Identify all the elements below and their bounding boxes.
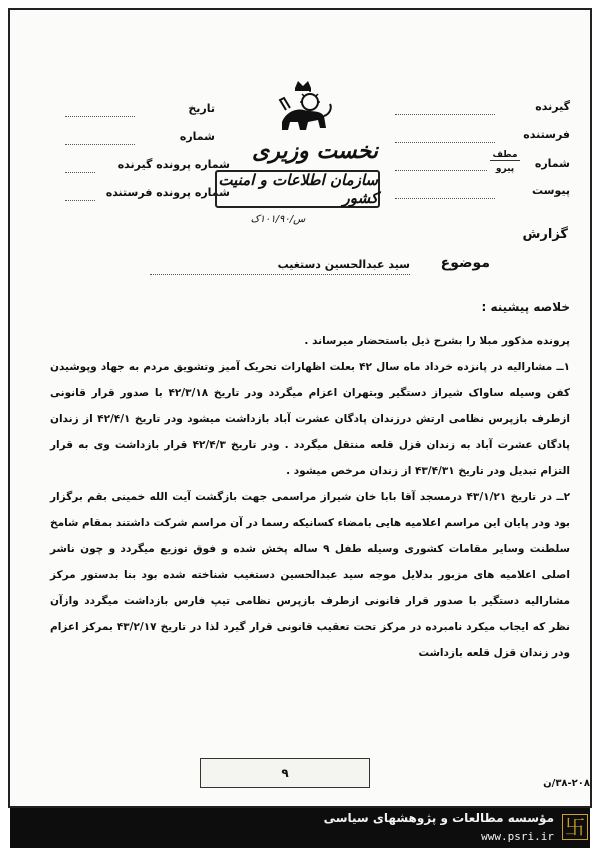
number-label: شماره bbox=[534, 157, 570, 170]
left-number-label: شماره bbox=[179, 130, 215, 143]
sender-label: فرستنده bbox=[523, 128, 570, 141]
organization-stamp: سازمان اطلاعات و امنیت کشور bbox=[215, 170, 380, 208]
institute-footer bbox=[10, 808, 590, 848]
body-paragraph-2: ۲ــ در تاریخ ۴۳/۱/۲۱ درمسجد آقا بابا خان شیراز مراسمی جهت بازگشت آیت الله خمینی بقم برگزار بود ودر پایان این مراسم اعلامیه هایی بامضاء کسانیکه رسما در آن مراسم شرکت داشتند بمقام شامخ سلطنت وسایر مقامات کشوری وسیله طفل ۹ ساله پخش شده و فوق توزیع میگردد و چون ناشر اصلی اعلامیه های مزبور بدلایل موجه سید عبدالحسین دستغیب شناخته شده بود بنا بدستور مرکز مشارالیه دستگیر با صدور قرار قانونی ازطرف بازپرس نظامی تیپ فارس بازداشت میگردد وازآن نظر که ایجاب میکرد نامبرده در مرکز تحت تعقیب قانونی قرار گیرد لذا در تاریخ ۴۳/۲/۱۷ بمرکز اعزام ودر زندان قزل قلعه بازداشت bbox=[50, 491, 571, 659]
date-line bbox=[65, 116, 135, 117]
sender-line bbox=[395, 142, 495, 143]
body-paragraph-1: ۱ــ مشارالیه در پانزده خرداد ماه سال ۴۲ بعلت اظهارات تحریک آمیز وتشویق مردم به جهاد وپوشیدن کفن وسیله ساواک شیراز دستگیر وبتهران اعزام میگردد ودر تاریخ ۴۲/۳/۱۸ با صدور قرار قانونی ازطرف بازپرس نظامی ارتش درزندان پادگان عشرت آباد بازداشت میشود ودر تاریخ ۴۲/۴/۱ از زندان پادگان عشرت آباد به زندان قزل قلعه منتقل میگردد . ودر تاریخ ۴۲/۴/۳ قرار بازداشت وی به قرار التزام تبدیل ودر تاریخ ۴۳/۴/۳۱ از زندان مرخص میشود . bbox=[50, 361, 571, 477]
report-label: گزارش bbox=[522, 227, 568, 242]
recipient-line bbox=[395, 114, 495, 115]
date-label: تاریخ bbox=[188, 102, 215, 115]
letterhead-title: نخست وزیری bbox=[252, 138, 378, 164]
attachment-line bbox=[395, 198, 495, 199]
lion-and-sun-emblem bbox=[268, 78, 338, 138]
sender-file-number-label: شماره پرونده فرستنده bbox=[105, 186, 230, 199]
institute-url[interactable]: www.psri.ir bbox=[481, 830, 554, 843]
body-paragraph-intro: پرونده مذکور مبلا را بشرح ذیل باستحضار میرساند . bbox=[304, 335, 570, 347]
institute-name: مؤسسه مطالعات و پژوهشهای سیاسی bbox=[323, 811, 554, 825]
sender-file-number-line bbox=[65, 200, 95, 201]
institute-logo-icon: 卐 bbox=[562, 814, 588, 840]
number-option-motef: مطف bbox=[490, 150, 520, 161]
subject-value: سید عبدالحسین دستغیب bbox=[150, 258, 410, 275]
reference-number: س/۱۰۱/۹۰ک bbox=[250, 214, 306, 225]
number-line bbox=[395, 170, 487, 171]
report-body bbox=[50, 328, 570, 666]
document-code: ۳۸-۲۰۸/ن bbox=[543, 778, 590, 789]
left-number-line bbox=[65, 144, 135, 145]
recipient-file-number-line bbox=[65, 172, 95, 173]
page-number-box: ۹ bbox=[200, 758, 370, 788]
number-option-pirou: پیرو bbox=[495, 164, 515, 174]
summary-heading: خلاصه پیشینه : bbox=[481, 300, 570, 314]
subject-label: موضوع bbox=[440, 255, 490, 271]
recipient-file-number-label: شماره پرونده گیرنده bbox=[117, 158, 230, 171]
recipient-label: گیرنده bbox=[535, 100, 570, 113]
attachment-label: پیوست bbox=[532, 184, 570, 197]
